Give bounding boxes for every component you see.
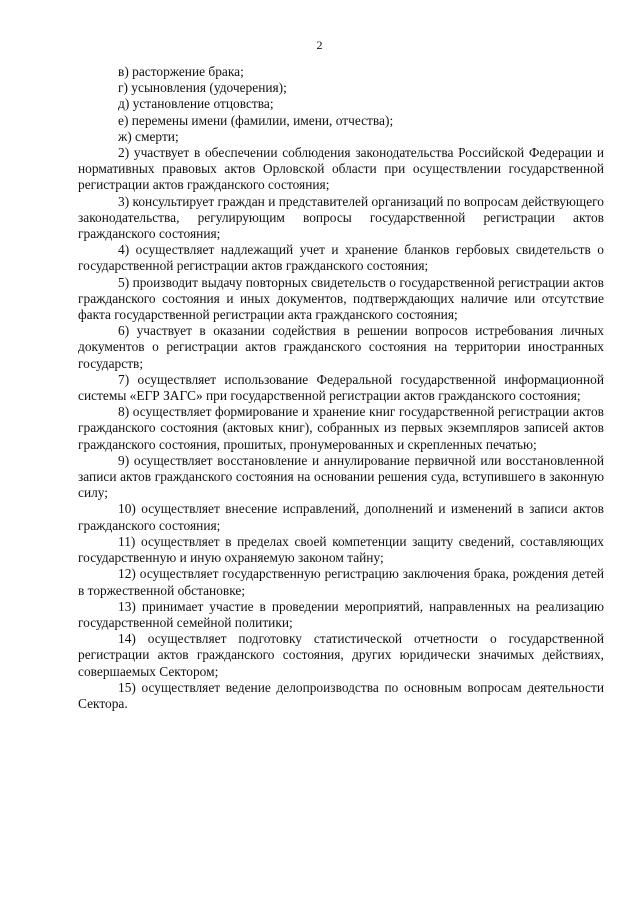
document-body [78,64,604,712]
list-item: в) расторжение брака; [118,64,244,79]
list-item: е) перемены имени (фамилии, имени, отчества); [118,112,394,128]
paragraph: 3) консультирует граждан и представителей организаций по вопросам действующего законодательства, регулирующим вопросы государственной регистрации актов гражданского состояния; [78,193,604,242]
list-item: д) установление отцовства; [118,96,274,112]
paragraph: 15) осуществляет ведение делопроизводства по основным вопросам деятельности Сектора. [78,679,604,711]
paragraph: 11) осуществляет в пределах своей компетенции защиту сведений, составляющих государственную и иную охраняемую законом тайну; [78,533,604,566]
paragraph: 10) осуществляет внесение исправлений, дополнений и изменений в записи актов гражданского состояния; [78,501,604,533]
paragraph: 4) осуществляет надлежащий учет и хранение бланков гербовых свидетельств о государственной регистрации актов гражданского состояния; [78,242,604,274]
paragraph: 12) осуществляет государственную регистрацию заключения брака, рождения детей в торжественной обстановке; [78,566,604,598]
paragraph: 13) принимает участие в проведении мероприятий, направленных на реализацию государственной семейной политики; [78,598,604,630]
paragraph: 2) участвует в обеспечении соблюдения законодательства Российской Федерации и нормативных правовых актов Орловской области при осуществлении государственной регистрации актов гражданского состояния; [78,145,604,193]
paragraph: 5) производит выдачу повторных свидетельств о государственной регистрации актов гражданского состояния и иных документов, подтверждающих наличие или отсутствие факта государственной регистрации акта гражданского состояния; [78,274,604,323]
paragraph: 6) участвует в оказании содействия в решении вопросов истребования личных документов о регистрации актов гражданского состояния на территории иностранных государств; [78,323,604,371]
paragraph: 8) осуществляет формирование и хранение книг государственной регистрации актов гражданского состояния (актовых книг), собранных из первых экземпляров записей актов гражданского состояния, прошитых, пронумерованных и скрепленных печатью; [78,404,604,452]
list-item: ж) смерти; [118,128,179,144]
paragraph: 9) осуществляет восстановление и аннулирование первичной или восстановленной записи актов гражданского состояния на основании решения суда, вступившего в законную силу; [78,452,604,501]
page-number: 2 [316,38,323,52]
paragraph: 7) осуществляет использование Федеральной государственной информационной системы «ЕГР ЗАГС» при государственной регистрации актов гражданского состояния; [78,371,604,404]
paragraph: 14) осуществляет подготовку статистической отчетности о государственной регистрации актов гражданского состояния, других юридически значимых действиях, совершаемых Сектором; [78,631,604,679]
list-item: г) усыновления (удочерения); [118,80,287,96]
